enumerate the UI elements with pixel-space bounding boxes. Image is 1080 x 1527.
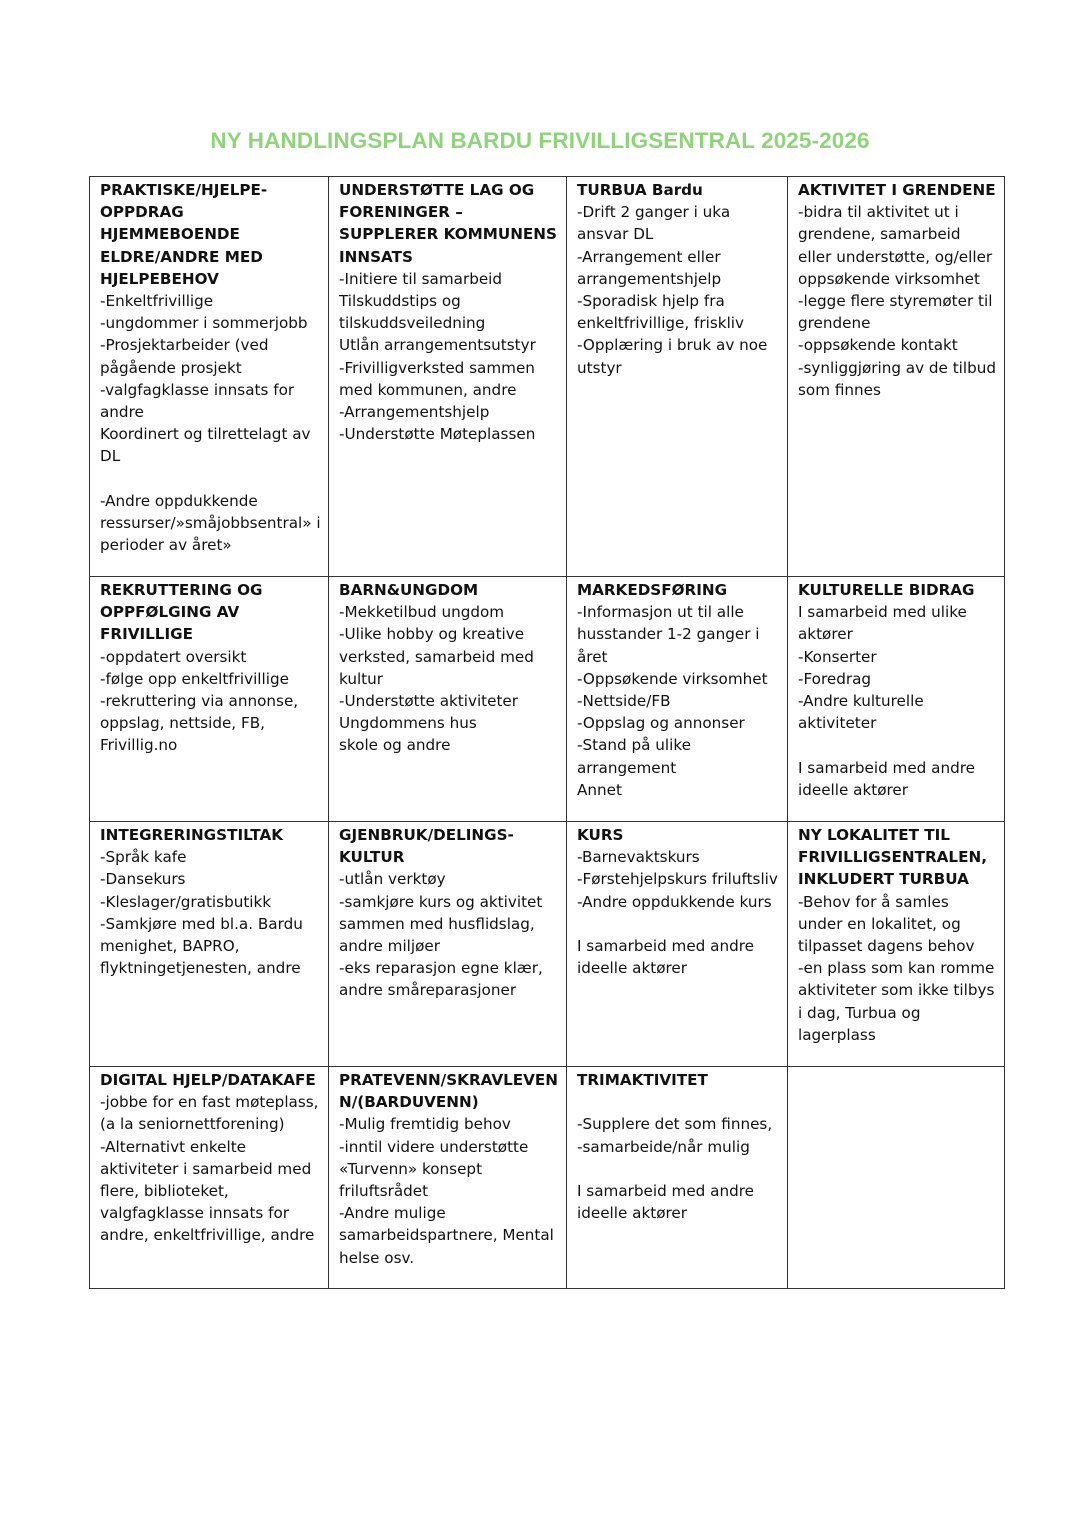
plan-cell bbox=[567, 577, 788, 822]
plan-cell bbox=[329, 577, 567, 822]
plan-cell bbox=[567, 822, 788, 1067]
cell-line: -synliggjøring av de tilbud som finnes bbox=[798, 358, 997, 399]
table-row bbox=[90, 822, 1005, 1067]
plan-cell bbox=[788, 1067, 1005, 1289]
cell-line: Utlån arrangementsutstyr bbox=[339, 336, 536, 355]
plan-cell bbox=[788, 177, 1005, 577]
cell-heading: UNDERSTØTTE LAG OG FORENINGER – SUPPLERER KOMMUNENS INNSATS bbox=[339, 181, 557, 266]
cell-line bbox=[577, 1091, 781, 1113]
cell-line: -Andre oppdukkende ressurser/»småjobbsentral» i perioder av året» bbox=[100, 491, 321, 555]
cell-line bbox=[577, 913, 781, 935]
cell-line: -Oppsøkende virksomhet bbox=[577, 669, 768, 688]
cell-line: I samarbeid med andre ideelle aktører bbox=[577, 1181, 754, 1223]
cell-line: -Drift 2 ganger i uka ansvar DL bbox=[577, 203, 731, 244]
cell-line: -oppdatert oversikt bbox=[100, 647, 247, 666]
cell-line: -Konserter bbox=[798, 647, 877, 666]
plan-cell bbox=[90, 177, 329, 577]
cell-line bbox=[577, 1158, 781, 1180]
table-row bbox=[90, 577, 1005, 822]
cell-heading: INTEGRERINGSTILTAK bbox=[100, 826, 283, 844]
cell-line: -Dansekurs bbox=[100, 870, 186, 889]
cell-line: -Opplæring i bruk av noe utstyr bbox=[577, 336, 768, 377]
cell-heading: KULTURELLE BIDRAG bbox=[798, 581, 975, 599]
cell-heading: PRAKTISKE/HJELPE-OPPDRAG HJEMMEBOENDE ELDRE/ANDRE MED HJELPEBEHOV bbox=[100, 181, 268, 288]
cell-line: -en plass som kan romme aktiviteter som ikke tilbys i dag, Turbua og lagerplass bbox=[798, 959, 995, 1044]
cell-line: -Oppslag og annonser bbox=[577, 714, 745, 733]
plan-cell bbox=[788, 822, 1005, 1067]
plan-cell bbox=[90, 1067, 329, 1289]
cell-line: -legge flere styremøter til grendene bbox=[798, 292, 993, 333]
cell-line bbox=[798, 734, 998, 756]
cell-heading: AKTIVITET I GRENDENE bbox=[798, 181, 996, 199]
cell-heading: NY LOKALITET TIL FRIVILLIGSENTRALEN, INKLUDERT TURBUA bbox=[798, 826, 987, 889]
plan-cell bbox=[788, 577, 1005, 822]
cell-line: -Samkjøre med bl.a. Bardu menighet, BAPRO, flyktningetjenesten, andre bbox=[100, 914, 303, 978]
cell-line: -Foredrag bbox=[798, 669, 872, 688]
cell-line: -Sporadisk hjelp fra enkeltfrivillige, friskliv bbox=[577, 292, 745, 333]
cell-line: -Prosjektarbeider (ved pågående prosjekt bbox=[100, 336, 269, 377]
cell-line: -Behov for å samles under en lokalitet, og tilpasset dagens behov bbox=[798, 892, 975, 956]
cell-line: -Initiere til samarbeid bbox=[339, 269, 503, 288]
plan-cell bbox=[329, 1067, 567, 1289]
cell-line: -Nettside/FB bbox=[577, 692, 671, 711]
cell-line: -oppsøkende kontakt bbox=[798, 336, 958, 355]
cell-line: -jobbe for en fast møteplass, (a la seniornettforening) bbox=[100, 1093, 319, 1134]
cell-line: -Enkeltfrivillige bbox=[100, 292, 214, 311]
cell-heading: TRIMAKTIVITET bbox=[577, 1071, 708, 1089]
cell-line: -Kleslager/gratisbutikk bbox=[100, 892, 272, 911]
cell-line: -inntil videre understøtte «Turvenn» konsept friluftsrådet bbox=[339, 1137, 529, 1201]
cell-line: -Informasjon ut til alle husstander 1-2 ganger i året bbox=[577, 603, 760, 666]
cell-line: -følge opp enkeltfrivillige bbox=[100, 669, 289, 688]
plan-cell bbox=[567, 1067, 788, 1289]
cell-line: Koordinert og tilrettelagt av DL bbox=[100, 425, 311, 466]
page-title: NY HANDLINGSPLAN BARDU FRIVILLIGSENTRAL 2025-2026 bbox=[210, 128, 870, 153]
cell-line: skole og andre bbox=[339, 736, 451, 755]
cell-heading: KURS bbox=[577, 826, 624, 844]
plan-cell bbox=[329, 177, 567, 577]
cell-line: I samarbeid med andre ideelle aktører bbox=[577, 937, 754, 978]
cell-heading: REKRUTTERING OG OPPFØLGING AV FRIVILLIGE bbox=[100, 581, 263, 644]
cell-line: -Språk kafe bbox=[100, 848, 187, 867]
cell-line: -utlån verktøy bbox=[339, 870, 446, 889]
cell-line: -Andre oppdukkende kurs bbox=[577, 892, 772, 911]
cell-line: -eks reparasjon egne klær, andre småreparasjoner bbox=[339, 959, 543, 1000]
plan-cell bbox=[567, 177, 788, 577]
cell-line: -Arrangement eller arrangementshjelp bbox=[577, 247, 722, 288]
cell-line: -Stand på ulike arrangement bbox=[577, 736, 691, 777]
cell-line: -Ulike hobby og kreative verksted, samarbeid med kultur bbox=[339, 625, 534, 688]
cell-line: -Supplere det som finnes, bbox=[577, 1115, 773, 1134]
table-row bbox=[90, 177, 1005, 577]
cell-line: -Frivilligverksted sammen med kommunen, andre bbox=[339, 358, 535, 399]
plan-cell bbox=[329, 822, 567, 1067]
cell-line bbox=[100, 468, 322, 490]
cell-line: -Barnevaktskurs bbox=[577, 848, 700, 867]
cell-line: -Mekketilbud ungdom bbox=[339, 603, 505, 622]
cell-heading: PRATEVENN/SKRAVLEVENN/(BARDUVENN) bbox=[339, 1071, 559, 1112]
action-plan-table bbox=[89, 176, 1005, 1289]
plan-cell bbox=[90, 577, 329, 822]
cell-line: -bidra til aktivitet ut i grendene, samarbeid eller understøtte, og/eller oppsøkende virksomhet bbox=[798, 203, 993, 288]
plan-cell bbox=[90, 822, 329, 1067]
table-row bbox=[90, 1067, 1005, 1289]
cell-line: -Mulig fremtidig behov bbox=[339, 1115, 511, 1134]
cell-line: -samarbeide/når mulig bbox=[577, 1137, 750, 1156]
cell-line: Tilskuddstips og tilskuddsveiledning bbox=[339, 292, 486, 333]
cell-line: -ungdommer i sommerjobb bbox=[100, 314, 308, 333]
cell-line: -Alternativt enkelte aktiviteter i samarbeid med flere, biblioteket, valgfagklasse innsats for andre, enkeltfrivillige, andre bbox=[100, 1137, 315, 1245]
cell-line: I samarbeid med ulike aktører bbox=[798, 603, 967, 644]
cell-line: Annet bbox=[577, 780, 622, 799]
cell-heading: BARN&UNGDOM bbox=[339, 581, 479, 599]
cell-line: -valgfagklasse innsats for andre bbox=[100, 380, 295, 422]
cell-heading: MARKEDSFØRING bbox=[577, 581, 728, 599]
cell-line: -Førstehjelpskurs friluftsliv bbox=[577, 870, 778, 889]
cell-line: -Andre mulige samarbeidspartnere, Mental helse osv. bbox=[339, 1204, 554, 1267]
cell-line: -Understøtte Møteplassen bbox=[339, 425, 536, 444]
cell-line: -Understøtte aktiviteter Ungdommens hus bbox=[339, 692, 519, 733]
cell-heading: TURBUA Bardu bbox=[577, 181, 703, 199]
cell-line: -Andre kulturelle aktiviteter bbox=[798, 692, 924, 733]
cell-line: I samarbeid med andre ideelle aktører bbox=[798, 758, 975, 799]
cell-line: -samkjøre kurs og aktivitet sammen med husflidslag, andre miljøer bbox=[339, 892, 543, 956]
cell-line: -Arrangementshjelp bbox=[339, 403, 490, 422]
cell-line: -rekruttering via annonse, oppslag, nettside, FB, Frivillig.no bbox=[100, 692, 299, 755]
cell-heading: DIGITAL HJELP/DATAKAFE bbox=[100, 1071, 316, 1089]
cell-heading: GJENBRUK/DELINGS-KULTUR bbox=[339, 826, 514, 867]
